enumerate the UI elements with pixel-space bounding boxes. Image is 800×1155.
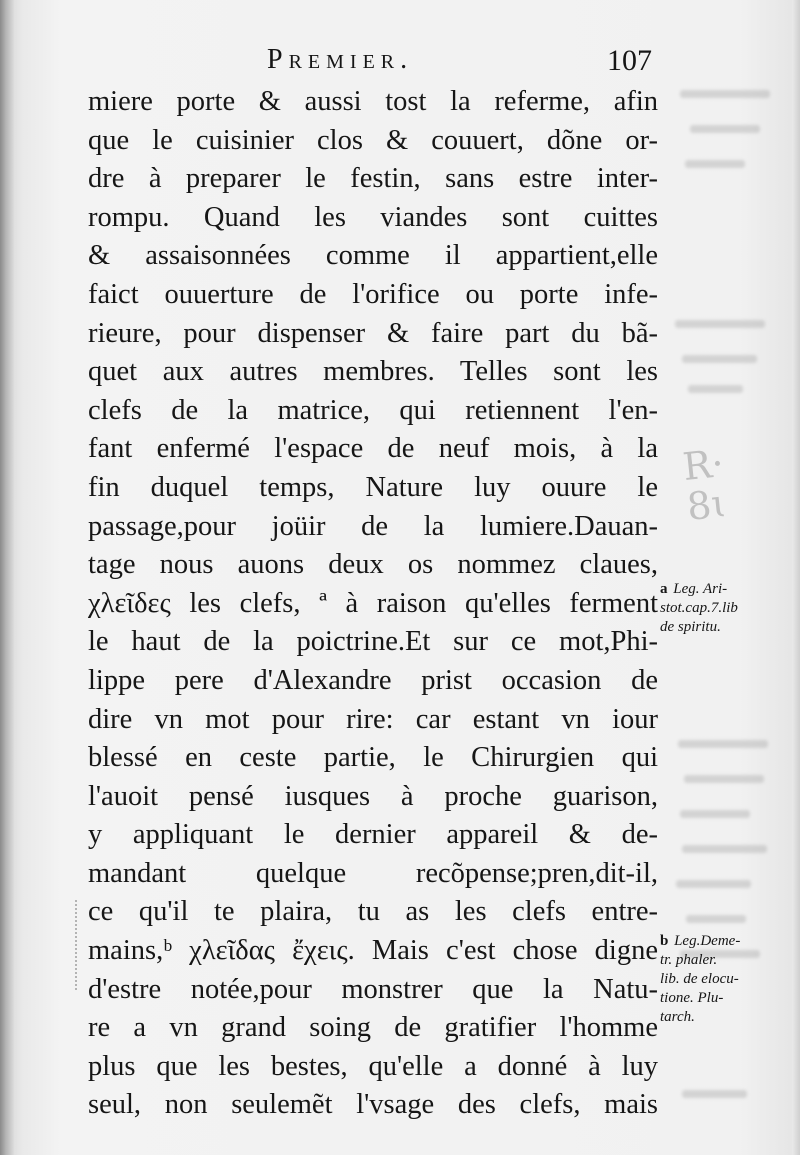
text-line: plus que les bestes, qu'elle a donné à luy xyxy=(88,1050,658,1082)
note-line: de spiritu. xyxy=(660,619,721,635)
text-line: mains,ᵇ χλεῖδας ἔχεις. Mais c'est chose digne xyxy=(88,935,658,967)
text-line: mandant quelque recõpense;pren,dit-il, xyxy=(88,857,658,889)
body-text xyxy=(88,83,658,1125)
text-line: passage,pour joüir de la lumiere.Dauan- xyxy=(88,510,658,542)
note-marker: b xyxy=(660,933,669,949)
note-line: stot.cap.7.lib xyxy=(660,600,738,616)
text-line: & assaisonnées comme il appartient,elle xyxy=(88,240,658,272)
note-marker: a xyxy=(660,581,668,597)
text-line: le haut de la poictrine.Et sur ce mot,Phi- xyxy=(88,626,658,658)
note-line: tione. Plu- xyxy=(660,990,724,1006)
text-line: miere porte & aussi tost la referme, afin xyxy=(88,86,658,117)
text-line: tage nous auons deux os nommez claues, xyxy=(88,549,658,581)
note-line: tr. phaler. xyxy=(660,952,718,968)
note-line: tarch. xyxy=(660,1009,695,1025)
text-line: y appliquant le dernier appareil & de- xyxy=(88,819,658,851)
marginal-note-a xyxy=(660,580,790,637)
text-line: faict ouuerture de l'orifice ou porte infe- xyxy=(88,278,658,310)
text-line: fin duquel temps, Nature luy ouure le xyxy=(88,471,658,503)
library-stamp-mark: R· 8ɩ xyxy=(680,441,729,529)
text-line: χλεῖδες les clefs, ª à raison qu'elles ferment xyxy=(88,587,658,619)
text-line: dre à preparer le festin, sans estre inter- xyxy=(88,163,658,195)
text-line: l'auoit pensé iusques à proche guarison, xyxy=(88,780,658,812)
note-line: lib. de elocu- xyxy=(660,971,739,987)
text-line: seul, non seulemẽt l'vsage des clefs, mais xyxy=(88,1089,658,1121)
text-line: dire vn mot pour rire: car estant vn iour xyxy=(88,703,658,735)
text-line: quet aux autres membres. Telles sont les xyxy=(88,356,658,388)
page-header xyxy=(92,44,652,84)
gutter-shadow xyxy=(0,0,14,1155)
text-line: d'estre notée,pour monstrer que la Natu- xyxy=(88,973,658,1005)
margin-dotted-line xyxy=(75,900,85,990)
text-line: fant enfermé l'espace de neuf mois, à la xyxy=(88,433,658,465)
text-line: blessé en ceste partie, le Chirurgien qui xyxy=(88,742,658,774)
marginal-note-b xyxy=(660,932,790,1027)
note-line: Leg. Ari- xyxy=(673,581,728,597)
text-line: ce qu'il te plaira, tu as les clefs entre- xyxy=(88,896,658,928)
text-line: que le cuisinier clos & couuert, dõne or- xyxy=(88,124,658,156)
text-line: re a vn grand soing de gratifier l'homme xyxy=(88,1012,658,1044)
text-line: rompu. Quand les viandes sont cuittes xyxy=(88,201,658,233)
text-line: lippe pere d'Alexandre prist occasion de xyxy=(88,664,658,696)
running-head: Premier. xyxy=(267,44,414,75)
page-number: 107 xyxy=(607,44,652,77)
text-line: rieure, pour dispenser & faire part du bã- xyxy=(88,317,658,349)
text-line: clefs de la matrice, qui retiennent l'en- xyxy=(88,394,658,426)
page-edge xyxy=(792,0,800,1155)
note-line: Leg.Deme- xyxy=(674,933,741,949)
